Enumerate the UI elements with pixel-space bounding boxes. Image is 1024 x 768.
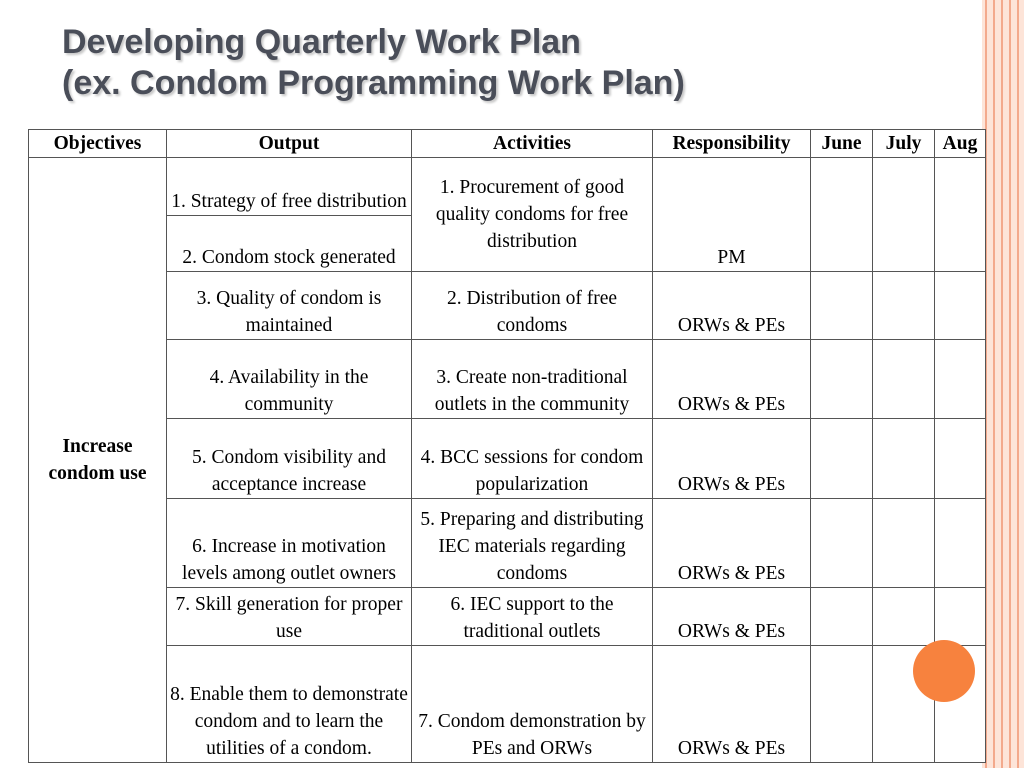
june-cell <box>811 499 873 588</box>
june-cell <box>811 588 873 646</box>
activity-cell: 7. Condom demonstration by PEs and ORWs <box>412 646 653 763</box>
header-june: June <box>811 130 873 158</box>
june-cell <box>811 158 873 272</box>
slide-title-line-1: Developing Quarterly Work Plan <box>62 23 581 61</box>
aug-cell <box>935 158 986 272</box>
table-row <box>29 646 986 763</box>
table-row <box>29 588 986 646</box>
header-responsibility: Responsibility <box>653 130 811 158</box>
july-cell <box>873 272 935 340</box>
output-cell: 6. Increase in motivation levels among outlet owners <box>167 499 412 588</box>
aug-cell <box>935 340 986 419</box>
table-row <box>29 499 986 588</box>
activity-cell: 1. Procurement of good quality condoms for free distribution <box>412 158 653 272</box>
slide-title-line-2: (ex. Condom Programming Work Plan) <box>62 64 685 102</box>
responsibility-cell: ORWs & PEs <box>653 499 811 588</box>
responsibility-cell: ORWs & PEs <box>653 272 811 340</box>
aug-cell <box>935 499 986 588</box>
header-output: Output <box>167 130 412 158</box>
output-cell: 8. Enable them to demonstrate condom and to learn the utilities of a condom. <box>167 646 412 763</box>
aug-cell <box>935 419 986 499</box>
june-cell <box>811 419 873 499</box>
header-july: July <box>873 130 935 158</box>
objective-cell: Increase condom use <box>29 158 167 763</box>
activity-cell: 6. IEC support to the traditional outlets <box>412 588 653 646</box>
output-cell: 2. Condom stock generated <box>167 216 412 272</box>
june-cell <box>811 272 873 340</box>
work-plan-table <box>28 129 986 763</box>
activity-cell: 2. Distribution of free condoms <box>412 272 653 340</box>
output-cell: 7. Skill generation for proper use <box>167 588 412 646</box>
header-activities: Activities <box>412 130 653 158</box>
responsibility-cell: PM <box>653 158 811 272</box>
responsibility-cell: ORWs & PEs <box>653 419 811 499</box>
slide-title <box>62 22 685 104</box>
table-row <box>29 158 986 216</box>
responsibility-cell: ORWs & PEs <box>653 646 811 763</box>
table-row <box>29 272 986 340</box>
table-header-row <box>29 130 986 158</box>
output-cell: 4. Availability in the community <box>167 340 412 419</box>
july-cell <box>873 419 935 499</box>
activity-cell: 3. Create non-traditional outlets in the community <box>412 340 653 419</box>
output-cell: 3. Quality of condom is maintained <box>167 272 412 340</box>
june-cell <box>811 646 873 763</box>
output-cell: 5. Condom visibility and acceptance increase <box>167 419 412 499</box>
table-row <box>29 340 986 419</box>
june-cell <box>811 340 873 419</box>
aug-cell <box>935 272 986 340</box>
activity-cell: 5. Preparing and distributing IEC materials regarding condoms <box>412 499 653 588</box>
aug-cell <box>935 588 986 646</box>
header-objectives: Objectives <box>29 130 167 158</box>
july-cell <box>873 499 935 588</box>
activity-cell: 4. BCC sessions for condom popularization <box>412 419 653 499</box>
table-row <box>29 419 986 499</box>
july-cell <box>873 588 935 646</box>
responsibility-cell: ORWs & PEs <box>653 340 811 419</box>
july-cell <box>873 340 935 419</box>
header-aug: Aug <box>935 130 986 158</box>
july-cell <box>873 158 935 272</box>
decorative-side-stripes <box>982 0 1024 768</box>
output-cell: 1. Strategy of free distribution <box>167 158 412 216</box>
responsibility-cell: ORWs & PEs <box>653 588 811 646</box>
decorative-orange-circle <box>913 640 975 702</box>
